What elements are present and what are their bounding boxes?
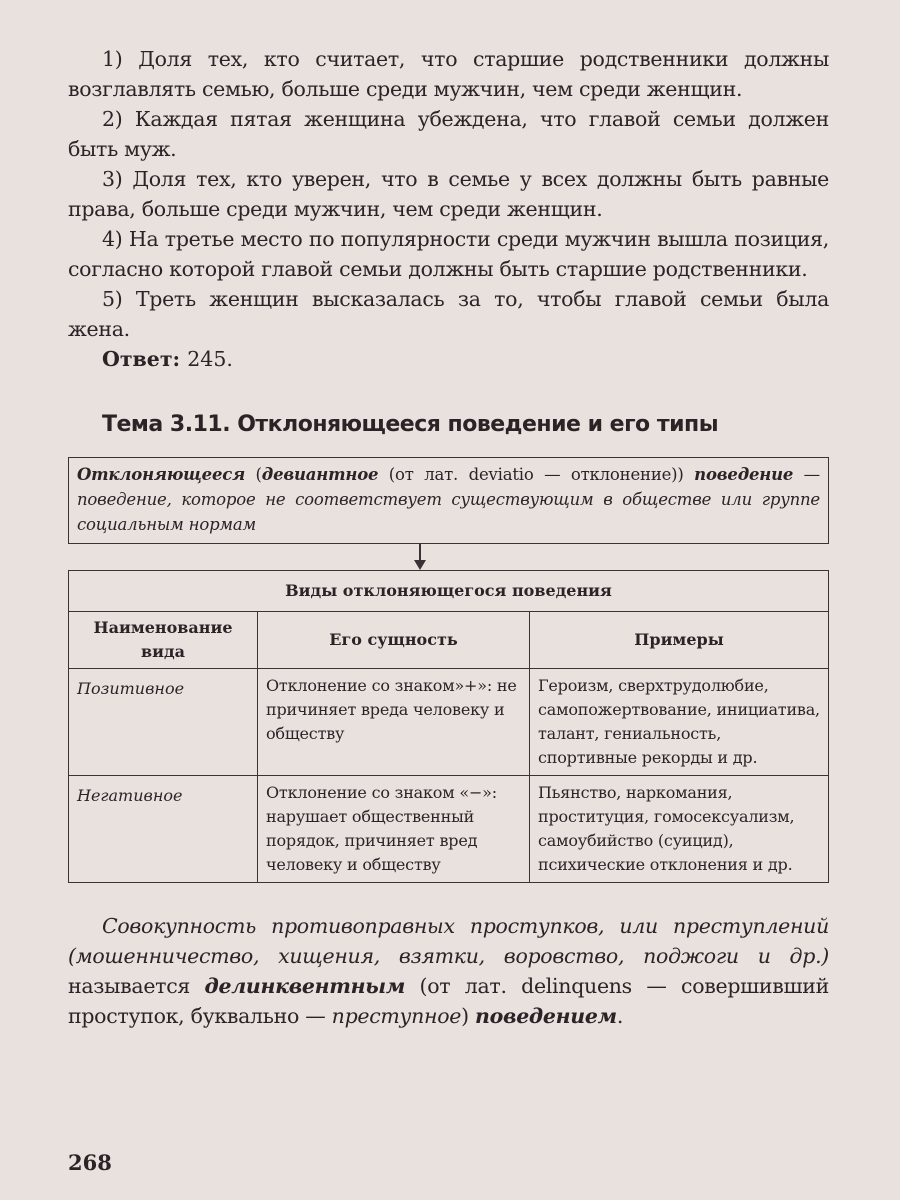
closing-italic: Совокупность противоправных проступков, или преступлений (мошенничество, хищения, взятки, воровство, поджоги и др.): [68, 914, 829, 968]
table-title: Виды отклоняющегося поведения: [69, 571, 829, 612]
statement-4: 4) На третье место по популярности среди мужчин вышла позиция, согласно которой главой семьи должны быть старшие родственники.: [68, 227, 829, 281]
type-name: Негативное: [69, 776, 258, 883]
definition-paren: (: [245, 465, 262, 484]
closing-period: .: [616, 1004, 624, 1028]
statement-1: 1) Доля тех, кто считает, что старшие родственники должны возглавлять семью, больше среди мужчин, чем среди женщин.: [68, 47, 829, 101]
answer: [68, 344, 829, 374]
closing-term: делинквентным: [204, 974, 406, 998]
header-examples: Примеры: [530, 612, 829, 669]
closing-literal: преступное: [331, 1004, 462, 1028]
header-essence: Его сущность: [258, 612, 530, 669]
answer-label: Ответ:: [102, 347, 181, 371]
definition-term: Отклоняющееся: [77, 465, 246, 484]
page-content: [68, 44, 829, 1052]
page-number: 268: [68, 1150, 112, 1175]
delinquent-paragraph: [68, 911, 829, 1031]
header-name: Наименование вида: [69, 612, 258, 669]
closing-bold-end: поведением: [475, 1004, 617, 1028]
definition-alt-term: девиантное: [261, 465, 379, 484]
type-name: Позитивное: [69, 669, 258, 776]
down-arrow-icon: [68, 544, 829, 570]
statement-3: 3) Доля тех, кто уверен, что в семье у всех должны быть равные права, больше среди мужчин, чем среди женщин.: [68, 167, 829, 221]
definition-box: [68, 457, 829, 544]
definition-meaning: поведение, которое не соответствует существующим в обществе или группе социальным нормам: [77, 490, 820, 534]
closing-paren: ): [461, 1004, 476, 1028]
definition-term2: поведение: [694, 465, 794, 484]
table-row: [69, 776, 829, 883]
closing-middle: называется: [68, 974, 205, 998]
type-essence: Отклонение со знаком «−»: нарушает общественный порядок, причиняет вред человеку и обществу: [258, 776, 530, 883]
type-examples: Героизм, сверхтрудолюбие, самопожертвование, инициатива, талант, гениальность, спортивные рекорды и др.: [530, 669, 829, 776]
statement-2: 2) Каждая пятая женщина убеждена, что главой семьи должен быть муж.: [68, 107, 829, 161]
closing-etymology: (от лат. delinquens — совершивший проступок, буквально —: [68, 974, 829, 1028]
topic-title: Тема 3.11. Отклоняющееся поведение и его типы: [102, 412, 719, 437]
deviance-types-table: [68, 570, 829, 883]
statement-5: 5) Треть женщин высказалась за то, чтобы главой семьи была жена.: [68, 287, 829, 341]
table-row: [69, 669, 829, 776]
definition-dash: —: [793, 465, 820, 484]
definition-etymology: (от лат. deviatio — отклонение)): [378, 465, 695, 484]
type-essence: Отклонение со знаком»+»: не причиняет вреда человеку и обществу: [258, 669, 530, 776]
answer-value: 245.: [187, 347, 233, 371]
type-examples: Пьянство, наркомания, проституция, гомосексуализм, самоубийство (суицид), психические отклонения и др.: [530, 776, 829, 883]
